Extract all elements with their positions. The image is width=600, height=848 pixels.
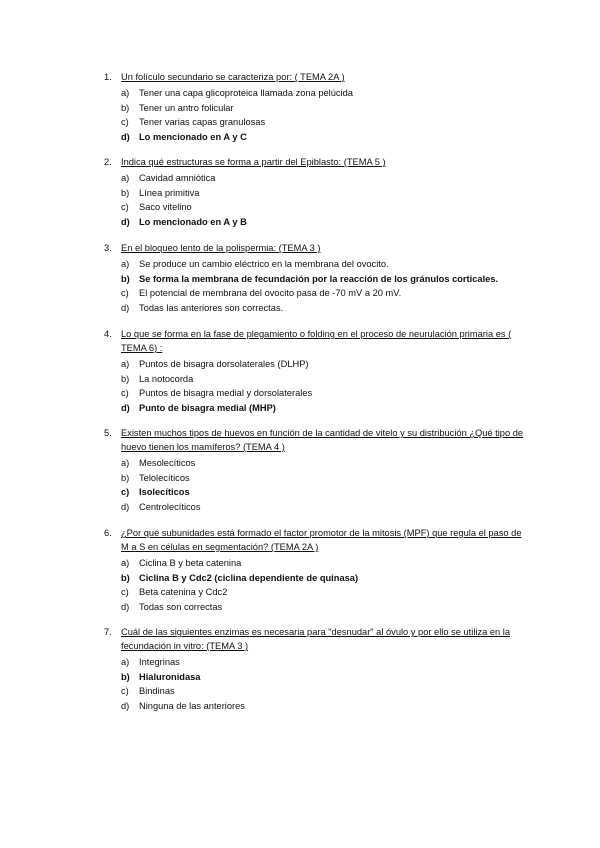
question-header [104, 327, 524, 355]
option-text: Ciclina B y beta catenina [139, 558, 242, 568]
option-letter: a) [121, 259, 130, 269]
option-d [104, 301, 524, 316]
option-letter: a) [121, 458, 130, 468]
option-c [104, 200, 524, 215]
option-b [104, 670, 524, 685]
question-number: 3. [104, 243, 112, 253]
option-d [104, 699, 524, 714]
option-b [104, 186, 524, 201]
question-6 [104, 526, 524, 614]
option-c [104, 585, 524, 600]
option-text: Puntos de bisagra medial y dorsolaterales [139, 388, 313, 398]
option-text: Tener una capa glicoproteica llamada zona pelúcida [139, 88, 353, 98]
option-a [104, 357, 524, 372]
option-text: Saco vitelino [139, 202, 192, 212]
option-letter: b) [121, 187, 130, 198]
option-d [104, 401, 524, 416]
option-letter: b) [121, 472, 130, 483]
option-text: El potencial de membrana del ovocito pasa de -70 mV a 20 mV. [139, 288, 402, 298]
option-d [104, 130, 524, 145]
option-text: Isolecíticos [139, 487, 190, 497]
option-list [104, 86, 524, 144]
option-text: Lo mencionado en A y C [139, 131, 247, 142]
option-c [104, 386, 524, 401]
option-text: Mesolecíticos [139, 458, 196, 468]
question-1 [104, 70, 524, 144]
option-letter: a) [121, 359, 130, 369]
option-a [104, 257, 524, 272]
question-header [104, 426, 524, 454]
option-text: Integrinas [139, 657, 180, 667]
option-a [104, 171, 524, 186]
option-letter: d) [121, 601, 130, 612]
option-letter: d) [121, 402, 130, 413]
option-letter: a) [121, 88, 130, 98]
question-5 [104, 426, 524, 514]
option-c [104, 286, 524, 301]
option-b [104, 272, 524, 287]
option-letter: b) [121, 671, 130, 682]
option-letter: b) [121, 102, 130, 113]
question-text: Cuál de las siguientes enzimas es necesaria para "desnudar" al óvulo y por ello se utiliza en la fecundación in vitro: (TEMA 3 ) [121, 627, 511, 651]
option-letter: c) [121, 587, 129, 597]
question-header [104, 155, 524, 169]
option-c [104, 115, 524, 130]
option-letter: a) [121, 657, 130, 667]
option-text: Tener varias capas granulosas [139, 117, 266, 127]
option-list [104, 171, 524, 229]
option-letter: c) [121, 117, 129, 127]
question-header [104, 526, 524, 554]
option-text: Ciclina B y Cdc2 (ciclina dependiente de quinasa) [139, 572, 359, 583]
option-b [104, 372, 524, 387]
question-number: 1. [104, 72, 112, 82]
option-letter: a) [121, 173, 130, 183]
question-7 [104, 625, 524, 713]
question-number: 5. [104, 428, 112, 438]
option-letter: c) [121, 686, 129, 696]
question-header [104, 625, 524, 653]
option-letter: c) [121, 202, 129, 212]
option-letter: b) [121, 273, 130, 284]
option-d [104, 500, 524, 515]
option-b [104, 471, 524, 486]
option-a [104, 86, 524, 101]
question-number: 7. [104, 627, 112, 637]
option-d [104, 215, 524, 230]
option-text: Cavidad amniótica [139, 173, 216, 183]
option-text: Línea primitiva [139, 187, 200, 198]
option-letter: c) [121, 487, 130, 497]
option-text: Bindinas [139, 686, 175, 696]
option-list [104, 456, 524, 514]
question-text: Existen muchos tipos de huevos en función de la cantidad de vitelo y su distribución ¿Qué tipo de huevo tienen los mamíferos? (TEMA 4 ) [121, 428, 524, 452]
option-letter: d) [121, 302, 130, 313]
option-b [104, 571, 524, 586]
option-text: Ninguna de las anteriores [139, 700, 245, 711]
option-letter: c) [121, 388, 129, 398]
option-letter: d) [121, 131, 130, 142]
question-header [104, 70, 524, 84]
question-header [104, 241, 524, 255]
option-c [104, 684, 524, 699]
question-4 [104, 327, 524, 415]
option-a [104, 556, 524, 571]
option-d [104, 600, 524, 615]
option-text: Puntos de bisagra dorsolaterales (DLHP) [139, 359, 309, 369]
option-b [104, 101, 524, 116]
option-text: Lo mencionado en A y B [139, 216, 247, 227]
option-letter: b) [121, 572, 130, 583]
option-text: La notocorda [139, 373, 194, 384]
option-a [104, 456, 524, 471]
option-text: Se produce un cambio eléctrico en la membrana del ovocito. [139, 259, 389, 269]
option-text: Tener un antro folicular [139, 102, 234, 113]
question-text: Indica qué estructuras se forma a partir del Epiblasto: (TEMA 5 ) [121, 157, 386, 167]
option-list [104, 357, 524, 415]
question-text: ¿Por qué subunidades está formado el factor promotor de la mitosis (MPF) que regula el paso de M a S en células en segmentación? (TEMA 2A ) [121, 528, 522, 552]
option-text: Todas las anteriores son correctas. [139, 302, 284, 313]
option-list [104, 257, 524, 315]
option-letter: b) [121, 373, 130, 384]
option-text: Hialuronidasa [139, 671, 201, 682]
option-letter: d) [121, 501, 130, 512]
option-a [104, 655, 524, 670]
option-letter: a) [121, 558, 130, 568]
option-text: Todas son correctas [139, 601, 223, 612]
option-text: Centrolecíticos [139, 501, 201, 512]
option-text: Se forma la membrana de fecundación por la reacción de los gránulos corticales. [139, 273, 499, 284]
option-c [104, 485, 524, 500]
option-letter: d) [121, 216, 130, 227]
option-letter: c) [121, 288, 129, 298]
option-list [104, 655, 524, 713]
question-text: Lo que se forma en la fase de plegamiento o folding en el proceso de neurulación primaria es ( TEMA 6) : [121, 329, 512, 353]
option-text: Beta catenina y Cdc2 [139, 587, 228, 597]
question-3 [104, 241, 524, 315]
question-text: En el bloqueo lento de la polispermia: (TEMA 3 ) [121, 243, 321, 253]
option-text: Punto de bisagra medial (MHP) [139, 402, 276, 413]
question-number: 4. [104, 329, 112, 339]
option-letter: d) [121, 700, 130, 711]
question-number: 2. [104, 157, 112, 167]
question-text: Un folículo secundario se caracteriza por: ( TEMA 2A ) [121, 72, 345, 82]
question-number: 6. [104, 528, 112, 538]
option-list [104, 556, 524, 614]
option-text: Telolecíticos [139, 472, 190, 483]
question-2 [104, 155, 524, 229]
